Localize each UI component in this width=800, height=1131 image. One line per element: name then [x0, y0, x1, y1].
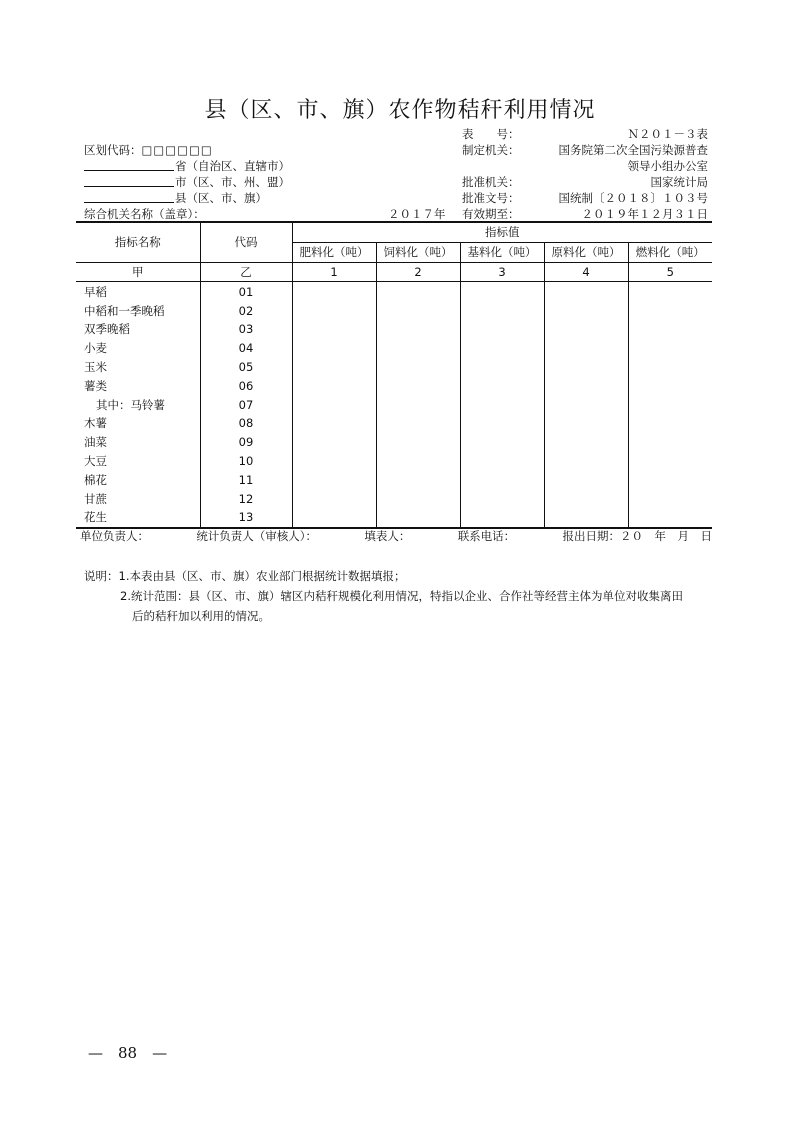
value-cell[interactable]: [628, 320, 712, 339]
org-label: 综合机关名称（盖章）：: [84, 207, 205, 221]
header-row-1: [76, 222, 712, 242]
value-cell[interactable]: [544, 489, 628, 508]
col-header-feed: 饲料化（吨）: [376, 242, 460, 262]
label-cell: 2: [376, 262, 460, 282]
table-row: [76, 489, 712, 508]
col-code-header: 代码: [200, 222, 292, 262]
value-cell[interactable]: [460, 395, 544, 414]
value-cell[interactable]: [460, 339, 544, 358]
approval-no: 国统制〔２０１８〕１０３号: [558, 191, 708, 205]
value-cell[interactable]: [460, 358, 544, 377]
province-blank[interactable]: [84, 170, 174, 171]
col-group-header: 指标值: [292, 222, 712, 242]
table-no: Ｎ２０１－３表: [627, 127, 708, 141]
value-cell[interactable]: [544, 282, 628, 301]
row-code: 08: [200, 414, 292, 433]
value-cell[interactable]: [292, 395, 376, 414]
value-cell[interactable]: [544, 320, 628, 339]
value-cell[interactable]: [292, 301, 376, 320]
page-title: 县（区、市、旗）农作物秸秆利用情况: [204, 98, 596, 123]
valid-until: ２０１９年１２月３１日: [581, 207, 708, 221]
value-cell[interactable]: [460, 320, 544, 339]
value-cell[interactable]: [460, 470, 544, 489]
value-cell[interactable]: [628, 452, 712, 471]
value-cell[interactable]: [628, 414, 712, 433]
value-cell[interactable]: [460, 489, 544, 508]
row-name: 甘蔗: [84, 491, 107, 506]
value-cell[interactable]: [376, 339, 460, 358]
row-name: 小麦: [84, 341, 107, 356]
table-row: [76, 339, 712, 358]
county-label: 县（区、市、旗）: [175, 191, 267, 205]
value-cell[interactable]: [376, 395, 460, 414]
row-code: 10: [200, 452, 292, 471]
label-cell: 4: [544, 262, 628, 282]
report-date-label: 报出日期：２０ 年 月 日: [562, 529, 712, 543]
row-name: 早稻: [84, 284, 107, 299]
value-cell[interactable]: [376, 508, 460, 528]
value-cell[interactable]: [376, 470, 460, 489]
row-code: 13: [200, 508, 292, 528]
value-cell[interactable]: [544, 452, 628, 471]
notes: [84, 566, 683, 626]
label-cell: 1: [292, 262, 376, 282]
value-cell[interactable]: [544, 470, 628, 489]
value-cell[interactable]: [292, 414, 376, 433]
value-cell[interactable]: [628, 489, 712, 508]
value-cell[interactable]: [376, 414, 460, 433]
label-row: [76, 262, 712, 282]
city-label: 市（区、市、州、盟）: [175, 175, 290, 189]
value-cell[interactable]: [292, 282, 376, 301]
value-cell[interactable]: [292, 433, 376, 452]
table-row: [76, 414, 712, 433]
row-code: 07: [200, 395, 292, 414]
value-cell[interactable]: [292, 358, 376, 377]
label-cell: 甲: [76, 262, 200, 282]
col-header-substrate: 基料化（吨）: [460, 242, 544, 262]
row-name: 油菜: [84, 435, 107, 450]
value-cell[interactable]: [376, 433, 460, 452]
row-code: 02: [200, 301, 292, 320]
table-row: [76, 282, 712, 301]
page-number: — 88 —: [88, 1044, 168, 1062]
filler-label: 填表人：: [364, 529, 411, 543]
table-row: [76, 433, 712, 452]
value-cell[interactable]: [544, 339, 628, 358]
value-cell[interactable]: [460, 452, 544, 471]
table-row: [76, 320, 712, 339]
row-name: 木薯: [84, 416, 107, 431]
report-year: ２０１７年: [388, 207, 446, 221]
value-cell[interactable]: [292, 489, 376, 508]
row-code: 04: [200, 339, 292, 358]
label-cell: 乙: [200, 262, 292, 282]
value-cell[interactable]: [628, 358, 712, 377]
made-by-2: 领导小组办公室: [627, 159, 708, 173]
value-cell[interactable]: [544, 414, 628, 433]
region-code: [84, 142, 213, 158]
county-blank[interactable]: [84, 202, 174, 203]
value-cell[interactable]: [376, 301, 460, 320]
approval-no-label: 批准文号：: [462, 191, 520, 205]
valid-label: 有效期至：: [462, 207, 520, 221]
table-row: [76, 470, 712, 489]
value-cell[interactable]: [292, 320, 376, 339]
value-cell[interactable]: [544, 358, 628, 377]
value-cell[interactable]: [544, 376, 628, 395]
approver: 国家统计局: [650, 175, 708, 189]
made-by-label: 制定机关：: [462, 143, 520, 157]
row-name: 花生: [84, 510, 107, 525]
value-cell[interactable]: [460, 433, 544, 452]
label-cell: 3: [460, 262, 544, 282]
value-cell[interactable]: [376, 452, 460, 471]
row-name: 玉米: [84, 359, 107, 374]
value-cell[interactable]: [376, 358, 460, 377]
value-cell[interactable]: [628, 339, 712, 358]
label-cell: 5: [628, 262, 712, 282]
value-cell[interactable]: [460, 508, 544, 528]
value-cell[interactable]: [628, 508, 712, 528]
row-code: 03: [200, 320, 292, 339]
value-cell[interactable]: [292, 508, 376, 528]
value-cell[interactable]: [544, 301, 628, 320]
col-header-material: 原料化（吨）: [544, 242, 628, 262]
value-cell[interactable]: [460, 414, 544, 433]
row-code: 01: [200, 282, 292, 301]
signature-row: [80, 528, 712, 544]
col-header-fertilizer: 肥料化（吨）: [292, 242, 376, 262]
table-row: [76, 358, 712, 377]
table-row: [76, 395, 712, 414]
table-row: [76, 376, 712, 395]
row-name: 其中：马铃薯: [96, 397, 165, 412]
table-row: [76, 301, 712, 320]
row-code: 11: [200, 470, 292, 489]
data-table: [76, 221, 712, 529]
value-cell[interactable]: [628, 282, 712, 301]
region-code-boxes: □□□□□□: [141, 143, 213, 157]
row-name: 棉花: [84, 472, 107, 487]
row-code: 05: [200, 358, 292, 377]
note-3: 后的秸秆加以利用的情况。: [132, 609, 270, 623]
value-cell[interactable]: [460, 301, 544, 320]
row-code: 09: [200, 433, 292, 452]
row-code: 12: [200, 489, 292, 508]
value-cell[interactable]: [460, 282, 544, 301]
value-cell[interactable]: [292, 339, 376, 358]
value-cell[interactable]: [544, 395, 628, 414]
value-cell[interactable]: [292, 376, 376, 395]
value-cell[interactable]: [292, 452, 376, 471]
note-2: 2.统计范围：县（区、市、旗）辖区内秸秆规模化利用情况，特指以企业、合作社等经营主体为单位对收集离田: [120, 589, 683, 603]
value-cell[interactable]: [460, 376, 544, 395]
value-cell[interactable]: [376, 489, 460, 508]
row-name: 双季晚稻: [84, 322, 130, 337]
value-cell[interactable]: [628, 470, 712, 489]
value-cell[interactable]: [544, 508, 628, 528]
value-cell[interactable]: [628, 433, 712, 452]
phone-label: 联系电话：: [457, 529, 516, 543]
value-cell[interactable]: [376, 282, 460, 301]
region-code-label: 区划代码：: [84, 143, 142, 157]
table-body: [76, 282, 712, 528]
value-cell[interactable]: [628, 376, 712, 395]
value-cell[interactable]: [544, 433, 628, 452]
value-cell[interactable]: [376, 376, 460, 395]
table-no-label: 表 号：: [462, 127, 520, 141]
value-cell[interactable]: [376, 320, 460, 339]
row-code: 06: [200, 376, 292, 395]
value-cell[interactable]: [628, 301, 712, 320]
stat-head-label: 统计负责人（审核人）：: [196, 529, 318, 543]
table-row: [76, 508, 712, 528]
approver-label: 批准机关：: [462, 175, 520, 189]
col-name-header: 指标名称: [76, 222, 200, 262]
value-cell[interactable]: [292, 470, 376, 489]
unit-head-label: 单位负责人：: [80, 529, 149, 543]
made-by-1: 国务院第二次全国污染源普查: [558, 143, 708, 157]
table-row: [76, 452, 712, 471]
value-cell[interactable]: [628, 395, 712, 414]
note-1: 说明：1.本表由县（区、市、旗）农业部门根据统计数据填报；: [84, 569, 406, 583]
row-name: 中稻和一季晚稻: [84, 303, 165, 318]
row-name: 薯类: [84, 378, 107, 393]
province-label: 省（自治区、直辖市）: [175, 159, 290, 173]
row-name: 大豆: [84, 453, 107, 468]
city-blank[interactable]: [84, 186, 174, 187]
col-header-fuel: 燃料化（吨）: [628, 242, 712, 262]
